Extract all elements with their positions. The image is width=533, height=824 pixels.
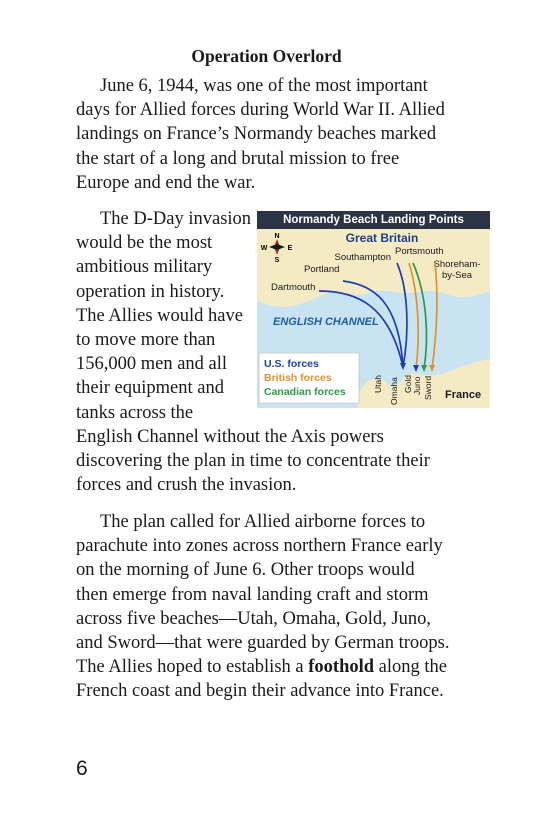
text-line: on the morning of June 6. Other troops would xyxy=(76,560,415,581)
text-line: then emerge from naval landing craft and storm xyxy=(76,584,429,605)
text-line: 156,000 men and all xyxy=(76,354,228,375)
text-line: tanks across the xyxy=(76,402,194,423)
english-channel-label: ENGLISH CHANNEL xyxy=(273,316,379,328)
page-number: 6 xyxy=(76,757,88,780)
text-line: parachute into zones across northern France early xyxy=(76,536,443,557)
portland-label: Portland xyxy=(304,264,340,275)
beach-sword: Sword xyxy=(423,375,433,400)
text-line: forces and crush the invasion. xyxy=(76,475,297,496)
text-line: The D-Day invasion xyxy=(100,209,252,229)
map-graphic xyxy=(257,229,490,408)
text-line: across five beaches—Utah, Omaha, Gold, Juno, xyxy=(76,608,431,629)
compass-s: S xyxy=(274,257,280,264)
text-line: would be the most xyxy=(76,233,213,254)
portsmouth-label: Portsmouth xyxy=(395,246,444,257)
compass-e: E xyxy=(287,245,293,252)
text-line: The plan called for Allied airborne forces to xyxy=(100,512,426,532)
legend-us: U.S. forces xyxy=(264,358,319,370)
text-line: landings on France’s Normandy beaches marked xyxy=(76,124,437,145)
text-line: the start of a long and brutal mission to free xyxy=(76,148,400,169)
france-label: France xyxy=(445,389,482,401)
text-line xyxy=(76,655,450,679)
text-line: French coast and begin their advance into France. xyxy=(76,681,444,702)
text-fragment: The Allies hoped to establish a xyxy=(76,657,309,678)
text-line: English Channel without the Axis powers xyxy=(76,426,384,447)
normandy-map-figure xyxy=(257,211,490,408)
beach-juno: Juno xyxy=(412,376,422,395)
paragraph-1 xyxy=(76,74,445,195)
beach-utah: Utah xyxy=(373,375,383,393)
dartmouth-label: Dartmouth xyxy=(271,282,316,293)
southampton-label: Southampton xyxy=(334,252,391,263)
text-line: operation in history. xyxy=(76,281,225,302)
text-line: and Sword—that were guarded by German troops. xyxy=(76,633,450,654)
legend-british: British forces xyxy=(264,372,332,384)
text-line: discovering the plan in time to concentrate their xyxy=(76,451,430,472)
text-line: days for Allied forces during World War II. Allied xyxy=(76,100,445,121)
text-fragment: along the xyxy=(374,657,447,678)
text-line: Europe and end the war. xyxy=(76,172,256,193)
compass-w: W xyxy=(260,245,268,252)
text-line: to move more than xyxy=(76,330,216,351)
page-title: Operation Overlord xyxy=(191,46,342,66)
great-britain-label: Great Britain xyxy=(345,231,419,245)
shoreham-label-2: by-Sea xyxy=(441,270,473,281)
legend-canadian: Canadian forces xyxy=(264,386,346,398)
text-line: ambitious military xyxy=(76,257,213,278)
beach-omaha: Omaha xyxy=(389,377,399,405)
compass-n: N xyxy=(274,233,280,240)
text-line: June 6, 1944, was one of the most important xyxy=(100,76,428,96)
beach-gold: Gold xyxy=(403,375,413,393)
shoreham-label-1: Shoreham- xyxy=(433,259,481,270)
paragraph-3 xyxy=(76,510,450,704)
vocab-word-foothold: foothold xyxy=(308,657,375,678)
text-line: The Allies would have xyxy=(76,305,243,326)
text-line: their equipment and xyxy=(76,378,224,399)
map-title: Normandy Beach Landing Points xyxy=(257,211,490,229)
